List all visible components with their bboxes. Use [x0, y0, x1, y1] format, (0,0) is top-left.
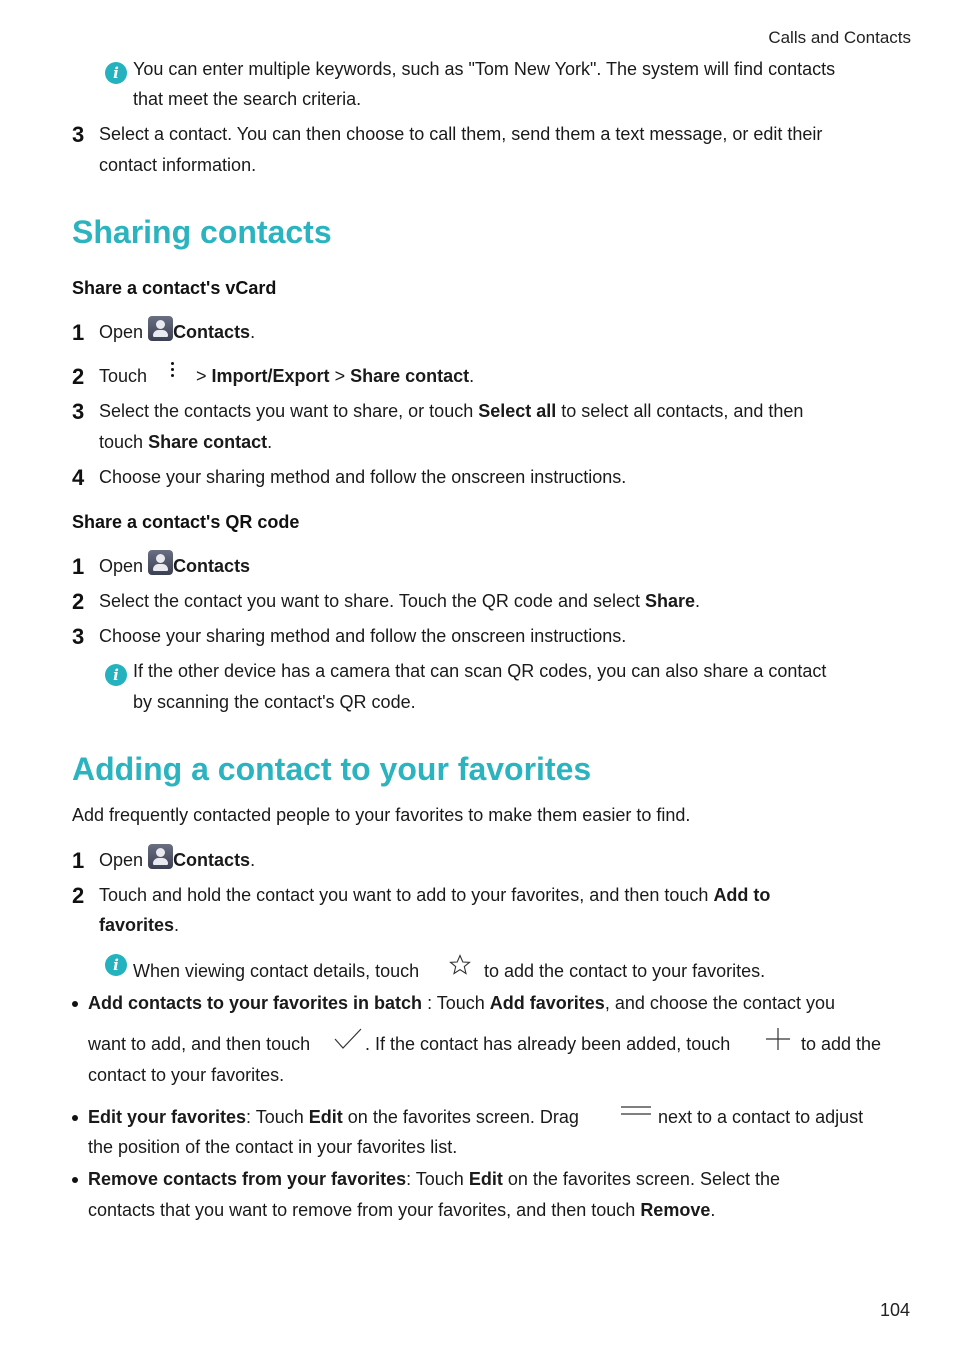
step-number: 2 [72, 364, 85, 389]
bullet [72, 1001, 78, 1007]
step-text: Open Contacts [99, 550, 250, 577]
bullet [72, 1177, 78, 1183]
contacts-app-icon [148, 316, 173, 341]
step-number: 3 [72, 399, 85, 424]
bullet-text: Edit your favorites: Touch Edit on the favorites screen. Drag [88, 1107, 579, 1127]
bullet-text: Remove contacts from your favorites: Touch Edit on the favorites screen. Select the [88, 1169, 780, 1189]
note-text: You can enter multiple keywords, such as "Tom New York". The system will find contacts [133, 59, 836, 79]
note-text: If the other device has a camera that can scan QR codes, you can also share a contact [133, 661, 827, 681]
step-number: 3 [72, 624, 85, 649]
step-number: 1 [72, 554, 85, 579]
step-text: favorites. [99, 915, 180, 935]
info-icon: i [105, 664, 127, 686]
step-text: Select the contact you want to share. Touch the QR code and select Share. [99, 591, 701, 611]
bullet-text: contacts that you want to remove from your favorites, and then touch Remove. [88, 1200, 716, 1220]
section-title: Sharing contacts [72, 214, 332, 250]
bullet-text: contact to your favorites. [88, 1065, 285, 1085]
step-text: > Import/Export > Share contact. [196, 366, 475, 386]
step-text: Open Contacts. [99, 844, 255, 871]
step-text: Choose your sharing method and follow the onscreen instructions. [99, 626, 627, 646]
info-icon: i [105, 954, 127, 976]
step-text: Touch [99, 366, 148, 386]
bullet-text: Add contacts to your favorites in batch : Touch Add favorites, and choose the contact you [88, 993, 835, 1013]
note-text: that meet the search criteria. [133, 89, 362, 109]
page-number: 104 [879, 1300, 910, 1320]
more-vertical-icon [171, 362, 174, 377]
step-number: 2 [72, 883, 85, 908]
section-title: Adding a contact to your favorites [72, 751, 592, 787]
star-icon [449, 954, 471, 976]
contacts-app-icon [148, 844, 173, 869]
bullet [72, 1115, 78, 1121]
step-text: Select the contacts you want to share, or touch Select all to select all contacts, and then [99, 401, 804, 421]
step-text: contact information. [99, 155, 257, 175]
step-number: 1 [72, 848, 85, 873]
step-number: 2 [72, 589, 85, 614]
step-text: Open Contacts. [99, 316, 255, 343]
step-text: touch Share contact. [99, 432, 273, 452]
step-number: 4 [72, 465, 85, 490]
step-text: Select a contact. You can then choose to call them, send them a text message, or edit their [99, 124, 823, 144]
paragraph: Add frequently contacted people to your favorites to make them easier to find. [72, 805, 691, 825]
step-text: Touch and hold the contact you want to add to your favorites, and then touch Add to [99, 885, 771, 905]
step-number: 3 [72, 122, 85, 147]
note-text: When viewing contact details, touch [133, 961, 420, 981]
bullet-text: want to add, and then touch [88, 1034, 311, 1054]
step-text: Choose your sharing method and follow the onscreen instructions. [99, 467, 627, 487]
bullet-text: next to a contact to adjust [658, 1107, 864, 1127]
step-number: 1 [72, 320, 85, 345]
note-text: to add the contact to your favorites. [484, 961, 766, 981]
info-icon: i [105, 62, 127, 84]
subsection-heading: Share a contact's vCard [72, 278, 277, 298]
check-icon [333, 1027, 363, 1051]
contacts-app-icon [148, 550, 173, 575]
bullet-text: . If the contact has already been added, touch [365, 1034, 731, 1054]
subsection-heading: Share a contact's QR code [72, 512, 300, 532]
note-text: by scanning the contact's QR code. [133, 692, 416, 712]
bullet-text: to add the [801, 1034, 882, 1054]
drag-handle-icon [620, 1104, 652, 1118]
plus-icon [765, 1027, 791, 1051]
bullet-text: the position of the contact in your favorites list. [88, 1137, 458, 1157]
running-header: Calls and Contacts [768, 28, 911, 47]
